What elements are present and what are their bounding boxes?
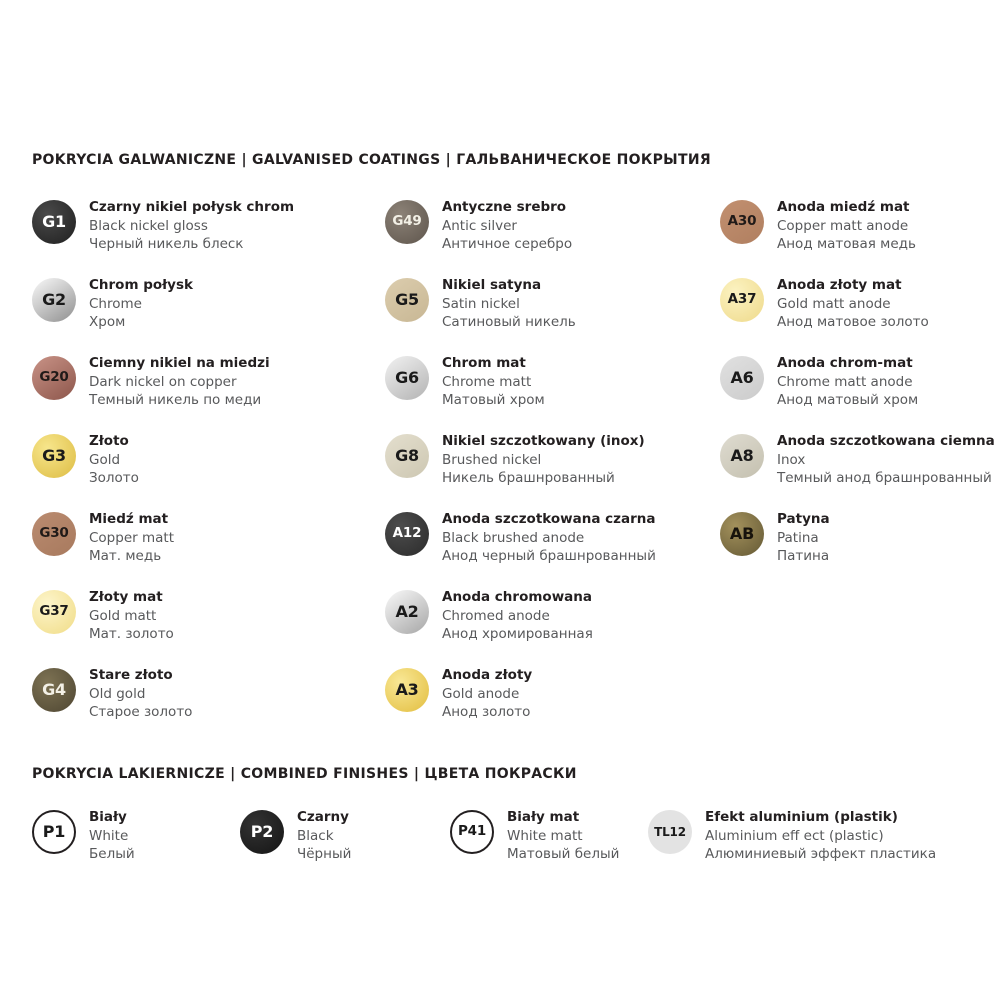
finish-name-pl: Anoda chrom-mat [777, 355, 913, 371]
finish-code-label: A8 [730, 446, 754, 465]
finish-name-pl: Chrom mat [442, 355, 526, 371]
finish-column [385, 198, 720, 744]
finish-name-pl: Stare złoto [89, 667, 173, 683]
finish-item-a2 [385, 588, 720, 666]
finish-labels [507, 808, 619, 864]
finish-name-pl: Patyna [777, 511, 830, 527]
finish-name-pl: Anoda złoty [442, 667, 533, 683]
finish-name-en: Chrome [89, 295, 142, 312]
finish-code-label: G5 [395, 290, 419, 309]
finish-name-ru: Анод золото [442, 704, 531, 720]
finish-column [240, 808, 450, 878]
combined-finishes-grid [32, 808, 968, 878]
finish-labels [705, 808, 936, 864]
finish-labels [777, 276, 929, 332]
finish-name-ru: Античное серебро [442, 236, 573, 252]
finish-labels [442, 510, 656, 566]
finish-name-en: Gold anode [442, 685, 520, 702]
finish-code-label: A12 [392, 525, 422, 542]
finish-column [720, 198, 995, 744]
finish-name-en: White [89, 827, 129, 844]
finish-name-pl: Antyczne srebro [442, 199, 567, 215]
finish-color-swatch [385, 434, 429, 478]
finish-code-label: A2 [395, 602, 419, 621]
finish-name-ru: Чёрный [297, 846, 352, 862]
finish-name-ru: Анод матовое золото [777, 314, 929, 330]
finish-name-pl: Anoda szczotkowana ciemna [777, 433, 995, 449]
finish-name-pl: Biały mat [507, 809, 580, 825]
finish-name-pl: Chrom połysk [89, 277, 193, 293]
finish-column [450, 808, 648, 878]
finish-name-ru: Черный никель блеск [89, 236, 244, 252]
finish-item-a6 [720, 354, 995, 432]
finish-labels [442, 354, 545, 410]
finish-item-a37 [720, 276, 995, 354]
finish-name-ru: Анод матовая медь [777, 236, 916, 252]
finish-name-en: Copper matt [89, 529, 174, 546]
finish-name-ru: Алюминиевый эффект пластика [705, 846, 937, 862]
finish-labels [89, 808, 135, 864]
section-title-galvanised-coatings: POKRYCIA GALWANICZNE | GALVANISED COATINGS | ГАЛЬВАНИЧЕСКОЕ ПОКРЫТИЯ [32, 152, 711, 168]
finish-color-swatch [720, 278, 764, 322]
finish-color-swatch [32, 810, 76, 854]
finish-labels [89, 354, 270, 410]
finish-name-en: Antic silver [442, 217, 517, 234]
finish-name-en: Patina [777, 529, 819, 546]
finish-item-a3 [385, 666, 720, 744]
finish-name-pl: Nikiel satyna [442, 277, 542, 293]
finish-color-swatch [385, 200, 429, 244]
finish-color-swatch [385, 512, 429, 556]
finish-name-en: Satin nickel [442, 295, 520, 312]
finish-name-ru: Матовый хром [442, 392, 545, 408]
finish-code-label: G1 [42, 212, 66, 231]
finish-name-pl: Złoty mat [89, 589, 163, 605]
finish-name-pl: Efekt aluminium (plastik) [705, 809, 898, 825]
finish-name-ru: Анод матовый хром [777, 392, 919, 408]
finish-name-pl: Czarny [297, 809, 349, 825]
finish-labels [442, 198, 572, 254]
finish-item-a30 [720, 198, 995, 276]
finish-code-label: P2 [250, 822, 274, 841]
section-title-combined-finishes: POKRYCIA LAKIERNICZE | COMBINED FINISHES | ЦВЕТА ПОКРАСКИ [32, 766, 577, 782]
finish-item-g4 [32, 666, 385, 744]
finish-labels [89, 588, 174, 644]
galvanised-coatings-grid [32, 198, 995, 744]
finish-color-swatch [32, 590, 76, 634]
finish-name-pl: Miedź mat [89, 511, 169, 527]
finish-name-en: Gold [89, 451, 121, 468]
finish-labels [442, 432, 645, 488]
finish-name-pl: Ciemny nikiel na miedzi [89, 355, 270, 371]
finish-color-swatch [32, 434, 76, 478]
finish-labels [297, 808, 351, 864]
finish-name-ru: Золото [89, 470, 139, 486]
finish-name-pl: Anoda miedź mat [777, 199, 910, 215]
finish-name-en: Black nickel gloss [89, 217, 208, 234]
finish-name-ru: Белый [89, 846, 135, 862]
finish-name-pl: Anoda złoty mat [777, 277, 902, 293]
finish-name-pl: Czarny nikiel połysk chrom [89, 199, 295, 215]
finish-name-en: Chrome matt [442, 373, 532, 390]
finish-color-swatch [720, 356, 764, 400]
finish-name-en: Old gold [89, 685, 146, 702]
finish-labels [777, 510, 830, 566]
finish-labels [777, 432, 995, 488]
finish-color-swatch [32, 512, 76, 556]
finish-color-swatch [385, 278, 429, 322]
finish-name-en: Brushed nickel [442, 451, 542, 468]
finish-name-ru: Темный никель по меди [89, 392, 262, 408]
finish-name-ru: Мат. медь [89, 548, 162, 564]
finish-name-ru: Анод хромированная [442, 626, 593, 642]
finish-code-label: TL12 [654, 825, 686, 839]
finish-labels [777, 198, 916, 254]
finish-code-label: AB [729, 524, 755, 543]
finish-color-swatch [32, 200, 76, 244]
finish-name-ru: Анод черный брашнрованный [442, 548, 656, 564]
finish-name-pl: Nikiel szczotkowany (inox) [442, 433, 645, 449]
finish-color-swatch [720, 512, 764, 556]
finish-color-swatch [385, 590, 429, 634]
finish-item-p1 [32, 808, 240, 878]
finish-name-en: Black brushed anode [442, 529, 585, 546]
finish-color-swatch [720, 200, 764, 244]
finish-color-swatch [32, 356, 76, 400]
finish-name-en: White matt [507, 827, 583, 844]
finish-name-en: Chromed anode [442, 607, 550, 624]
finish-name-en: Inox [777, 451, 806, 468]
finish-name-ru: Патина [777, 548, 830, 564]
finish-code-label: P41 [457, 823, 487, 840]
finish-name-en: Copper matt anode [777, 217, 909, 234]
finish-item-p2 [240, 808, 450, 878]
finish-item-g30 [32, 510, 385, 588]
finish-item-g2 [32, 276, 385, 354]
finish-color-swatch [32, 278, 76, 322]
finish-name-ru: Мат. золото [89, 626, 174, 642]
finish-code-label: G6 [395, 368, 419, 387]
finish-item-p41 [450, 808, 648, 878]
finish-name-en: Gold matt anode [777, 295, 891, 312]
finish-color-swatch [720, 434, 764, 478]
finish-labels [777, 354, 918, 410]
finish-color-swatch [450, 810, 494, 854]
finish-column [648, 808, 968, 878]
finish-name-en: Black [297, 827, 334, 844]
finish-column [32, 198, 385, 744]
finish-name-pl: Anoda szczotkowana czarna [442, 511, 656, 527]
finish-code-label: G4 [42, 680, 66, 699]
finish-labels [89, 276, 193, 332]
finish-item-ab [720, 510, 995, 588]
finish-item-g49 [385, 198, 720, 276]
finish-code-label: G2 [42, 290, 66, 309]
finish-labels [89, 198, 294, 254]
finish-code-label: G20 [39, 369, 69, 386]
finish-color-swatch [32, 668, 76, 712]
finish-name-ru: Старое золото [89, 704, 193, 720]
finish-item-tl12 [648, 808, 968, 878]
finish-item-g1 [32, 198, 385, 276]
finish-name-en: Dark nickel on copper [89, 373, 237, 390]
finish-name-ru: Сатиновый никель [442, 314, 576, 330]
finish-column [32, 808, 240, 878]
finish-labels [89, 510, 174, 566]
finish-item-g3 [32, 432, 385, 510]
finish-code-label: A3 [395, 680, 419, 699]
finish-name-pl: Złoto [89, 433, 129, 449]
finish-color-swatch [240, 810, 284, 854]
finish-color-swatch [385, 356, 429, 400]
finish-name-pl: Biały [89, 809, 127, 825]
finish-item-g37 [32, 588, 385, 666]
finish-name-pl: Anoda chromowana [442, 589, 592, 605]
finish-labels [89, 432, 139, 488]
finish-code-label: G37 [39, 603, 69, 620]
finish-item-g5 [385, 276, 720, 354]
finish-name-ru: Матовый белый [507, 846, 620, 862]
finish-code-label: G8 [395, 446, 419, 465]
finish-labels [89, 666, 192, 722]
finish-labels [442, 666, 532, 722]
finish-code-label: G49 [392, 213, 422, 230]
finish-code-label: P1 [42, 822, 66, 841]
finish-name-ru: Никель брашнрованный [442, 470, 615, 486]
finish-item-g6 [385, 354, 720, 432]
finish-labels [442, 588, 593, 644]
finish-labels [442, 276, 576, 332]
finish-code-label: A6 [730, 368, 754, 387]
finish-code-label: G3 [42, 446, 66, 465]
finish-name-ru: Темный анод брашнрованный [777, 470, 992, 486]
finish-item-a12 [385, 510, 720, 588]
finish-item-g20 [32, 354, 385, 432]
finish-color-swatch [648, 810, 692, 854]
finish-code-label: A30 [727, 213, 757, 230]
finish-name-en: Gold matt [89, 607, 157, 624]
finish-item-g8 [385, 432, 720, 510]
finish-color-swatch [385, 668, 429, 712]
finish-name-en: Chrome matt anode [777, 373, 913, 390]
finish-name-en: Aluminium eff ect (plastic) [705, 827, 884, 844]
finish-code-label: A37 [727, 291, 757, 308]
finish-name-ru: Хром [89, 314, 126, 330]
finish-item-a8 [720, 432, 995, 510]
finish-code-label: G30 [39, 525, 69, 542]
